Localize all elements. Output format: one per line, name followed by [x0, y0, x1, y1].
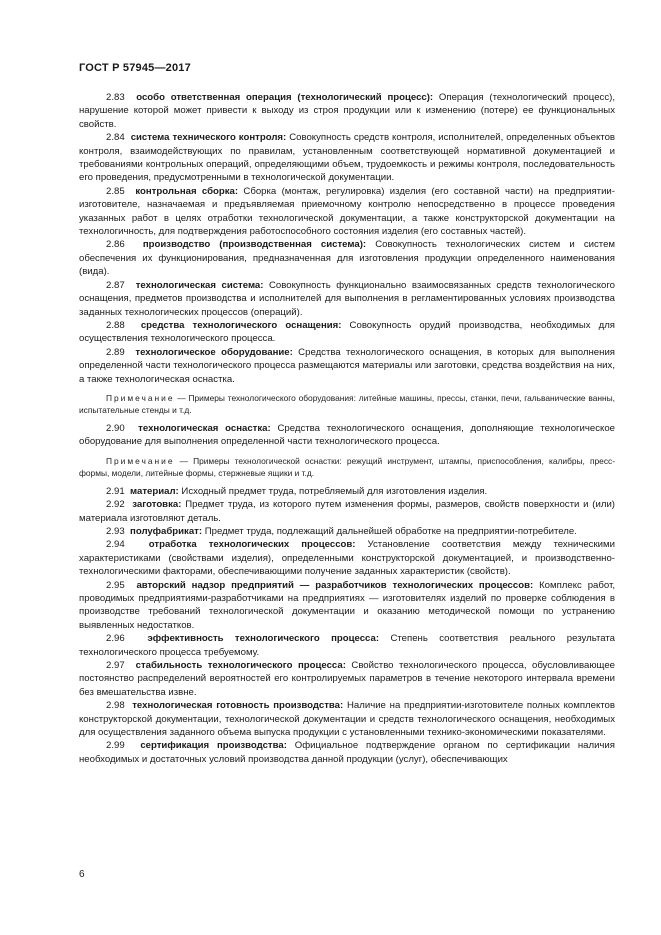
term-definition: [79, 91, 615, 131]
term-text: Совокупность средств контроля, исполнителей, определенных объектов контроля, взаимодействующих по правилам, установленным соответствующей нормативной документацией и требованиями контрольных операций, определяющими объем, трудоемкость и режимы контроля, последовательность его проведения, предусмотренными в технологической документации.: [79, 132, 615, 184]
term-definition: [79, 498, 615, 525]
term-name: авторский надзор предприятий — разработчиков технологических процессов:: [136, 579, 534, 591]
note-1: [79, 392, 615, 416]
term-number: 2.95: [106, 579, 125, 591]
term-number: 2.96: [106, 633, 125, 645]
term-name: эффективность технологического процесса:: [147, 633, 380, 645]
term-number: 2.92: [106, 499, 125, 511]
term-name: технологическая оснастка:: [138, 422, 271, 434]
term-name: особо ответственная операция (технологический процесс):: [136, 92, 434, 103]
term-name: материал:: [130, 485, 179, 497]
term-definition: [79, 131, 615, 185]
term-definition: [79, 185, 615, 239]
note-label: Примечание: [106, 455, 175, 466]
note-label: Примечание: [106, 392, 175, 403]
term-number: 2.83: [106, 92, 125, 103]
term-text: Наличие на предприятии-изготовителе полных комплектов конструкторской документации, технологической документации и средств технологического оснащения, необходимых для осуществления заданного объема выпуска продукции с установленными технико-экономическими показателями.: [79, 700, 615, 739]
term-definition: [79, 739, 615, 766]
term-definition: [79, 238, 615, 278]
term-name: технологическая готовность производства:: [132, 700, 344, 712]
term-definition: [79, 319, 615, 346]
term-number: 2.89: [106, 346, 125, 358]
term-number: 2.94: [106, 539, 125, 551]
term-definition: [79, 485, 615, 498]
term-definition: [79, 279, 615, 319]
term-name: стабильность технологического процесса:: [135, 660, 346, 672]
term-name: средства технологического оснащения:: [140, 319, 342, 331]
term-definition: [79, 699, 615, 739]
term-number: 2.84: [106, 132, 125, 144]
term-text: Средства технологического оснащения, дополняющие технологическое оборудование для выполнения определенной части технологического процесса.: [79, 422, 615, 448]
term-name: технологическая система:: [135, 279, 264, 291]
term-text: Совокупность технологических систем и систем обеспечения их функционирования, предназначенная для изготовления продукции определенного наименования (вида).: [79, 239, 616, 278]
term-text: Совокупность функционально взаимосвязанных средств технологического оснащения, предметов производства и исполнителей для выполнения в регламентированных условиях производства заданных технологических процессов (операций).: [79, 279, 615, 318]
term-text: Комплекс работ, проводимых предприятиями-разработчиками на предприятиях — изготовителях изделий по проверке соблюдения в производстве требований технологической документации и оказанию методической помощи по устранению выявленных недостатков.: [79, 579, 615, 631]
term-definition: [79, 579, 615, 633]
term-name: заготовка:: [132, 499, 182, 511]
term-text: Официальное подтверждение органом по сертификации наличия необходимых и достаточных условий производства данной продукции (услуг), обеспечивающих: [79, 740, 615, 765]
term-name: технологическое оборудование:: [135, 346, 293, 358]
term-group-3: [79, 485, 615, 767]
term-definition: [79, 632, 615, 659]
term-number: 2.86: [106, 239, 125, 251]
note-text: — Примеры технологической оснастки: режущий инструмент, штампы, приспособления, калибры, пресс-формы, модели, литейные формы, стержневые ящики и т.д.: [79, 455, 615, 478]
document-body: [79, 91, 615, 766]
term-number: 2.98: [106, 700, 125, 712]
term-text: Предмет труда, подлежащий дальнейшей обработке на предприятии-потребителе.: [202, 525, 577, 537]
term-text: Исходный предмет труда, потребляемый для изготовления изделия.: [178, 485, 488, 497]
term-number: 2.87: [106, 279, 125, 291]
term-number: 2.85: [106, 185, 125, 197]
term-text: Предмет труда, из которого путем изменения формы, размеров, свойств поверхности и (или) материала изготовляют деталь.: [79, 499, 615, 524]
term-definition: [79, 525, 615, 538]
page-number: 6: [79, 869, 85, 880]
term-name: производство (производственная система):: [142, 239, 367, 251]
term-number: 2.91: [106, 485, 125, 497]
term-number: 2.88: [106, 319, 125, 331]
term-definition: [79, 538, 615, 578]
term-number: 2.93: [106, 525, 125, 537]
term-text: Установление соответствия между техническими характеристиками (свойствами изделия), определенными конструкторской документацией, и производственно-технологическими факторами, обеспечивающими получение заданных характеристик (свойств).: [79, 539, 615, 578]
term-number: 2.97: [106, 660, 125, 672]
term-name: полуфабрикат:: [130, 525, 203, 537]
term-definition: [79, 422, 615, 449]
term-number: 2.90: [106, 422, 125, 434]
document-header: ГОСТ Р 57945—2017: [79, 62, 191, 74]
term-group-1: [79, 91, 615, 386]
term-text: Средства технологического оснащения, в которых для выполнения определенной части технологического процесса размещаются материалы или заготовки, средства воздействия на них, а также технологическая оснастка.: [79, 346, 615, 385]
term-definition: [79, 659, 615, 699]
term-text: Сборка (монтаж, регулировка) изделия (его составной части) на предприятии-изготовителе, назначаемая и предъявляемая приемочному контролю непосредственно в процессе проведения указанных работ в целях отработки технологической документации, а также конструкторской документации на технологичность, для подтверждения работоспособного состояния изделия (его составных частей).: [79, 185, 615, 238]
term-definition: [79, 346, 615, 386]
term-text: Операция (технологический процесс), нарушение которой может привести к выходу из строя продукции или к изменению (потере) ее функциональных свойств.: [79, 92, 615, 130]
term-text: Свойство технологического процесса, обусловливающее постоянство распределений вероятностей его контролируемых параметров в течение некоторого интервала времени без вмешательства извне.: [79, 660, 615, 698]
term-text: Совокупность орудий производства, необходимых для осуществления технологического процесса.: [79, 319, 615, 345]
term-name: сертификация производства:: [140, 740, 287, 752]
note-2: [79, 455, 615, 479]
term-text: Степень соответствия реального результата технологического процесса требуемому.: [79, 633, 615, 658]
term-number: 2.99: [106, 740, 125, 752]
term-group-2: [79, 422, 615, 449]
term-name: отработка технологических процессов:: [148, 539, 356, 551]
term-name: контрольная сборка:: [135, 185, 239, 197]
term-name: система технического контроля:: [130, 132, 287, 144]
note-text: — Примеры технологического оборудования: литейные машины, прессы, станки, печи, гальванические ванны, испытательные стенды и т.д.: [79, 392, 615, 415]
